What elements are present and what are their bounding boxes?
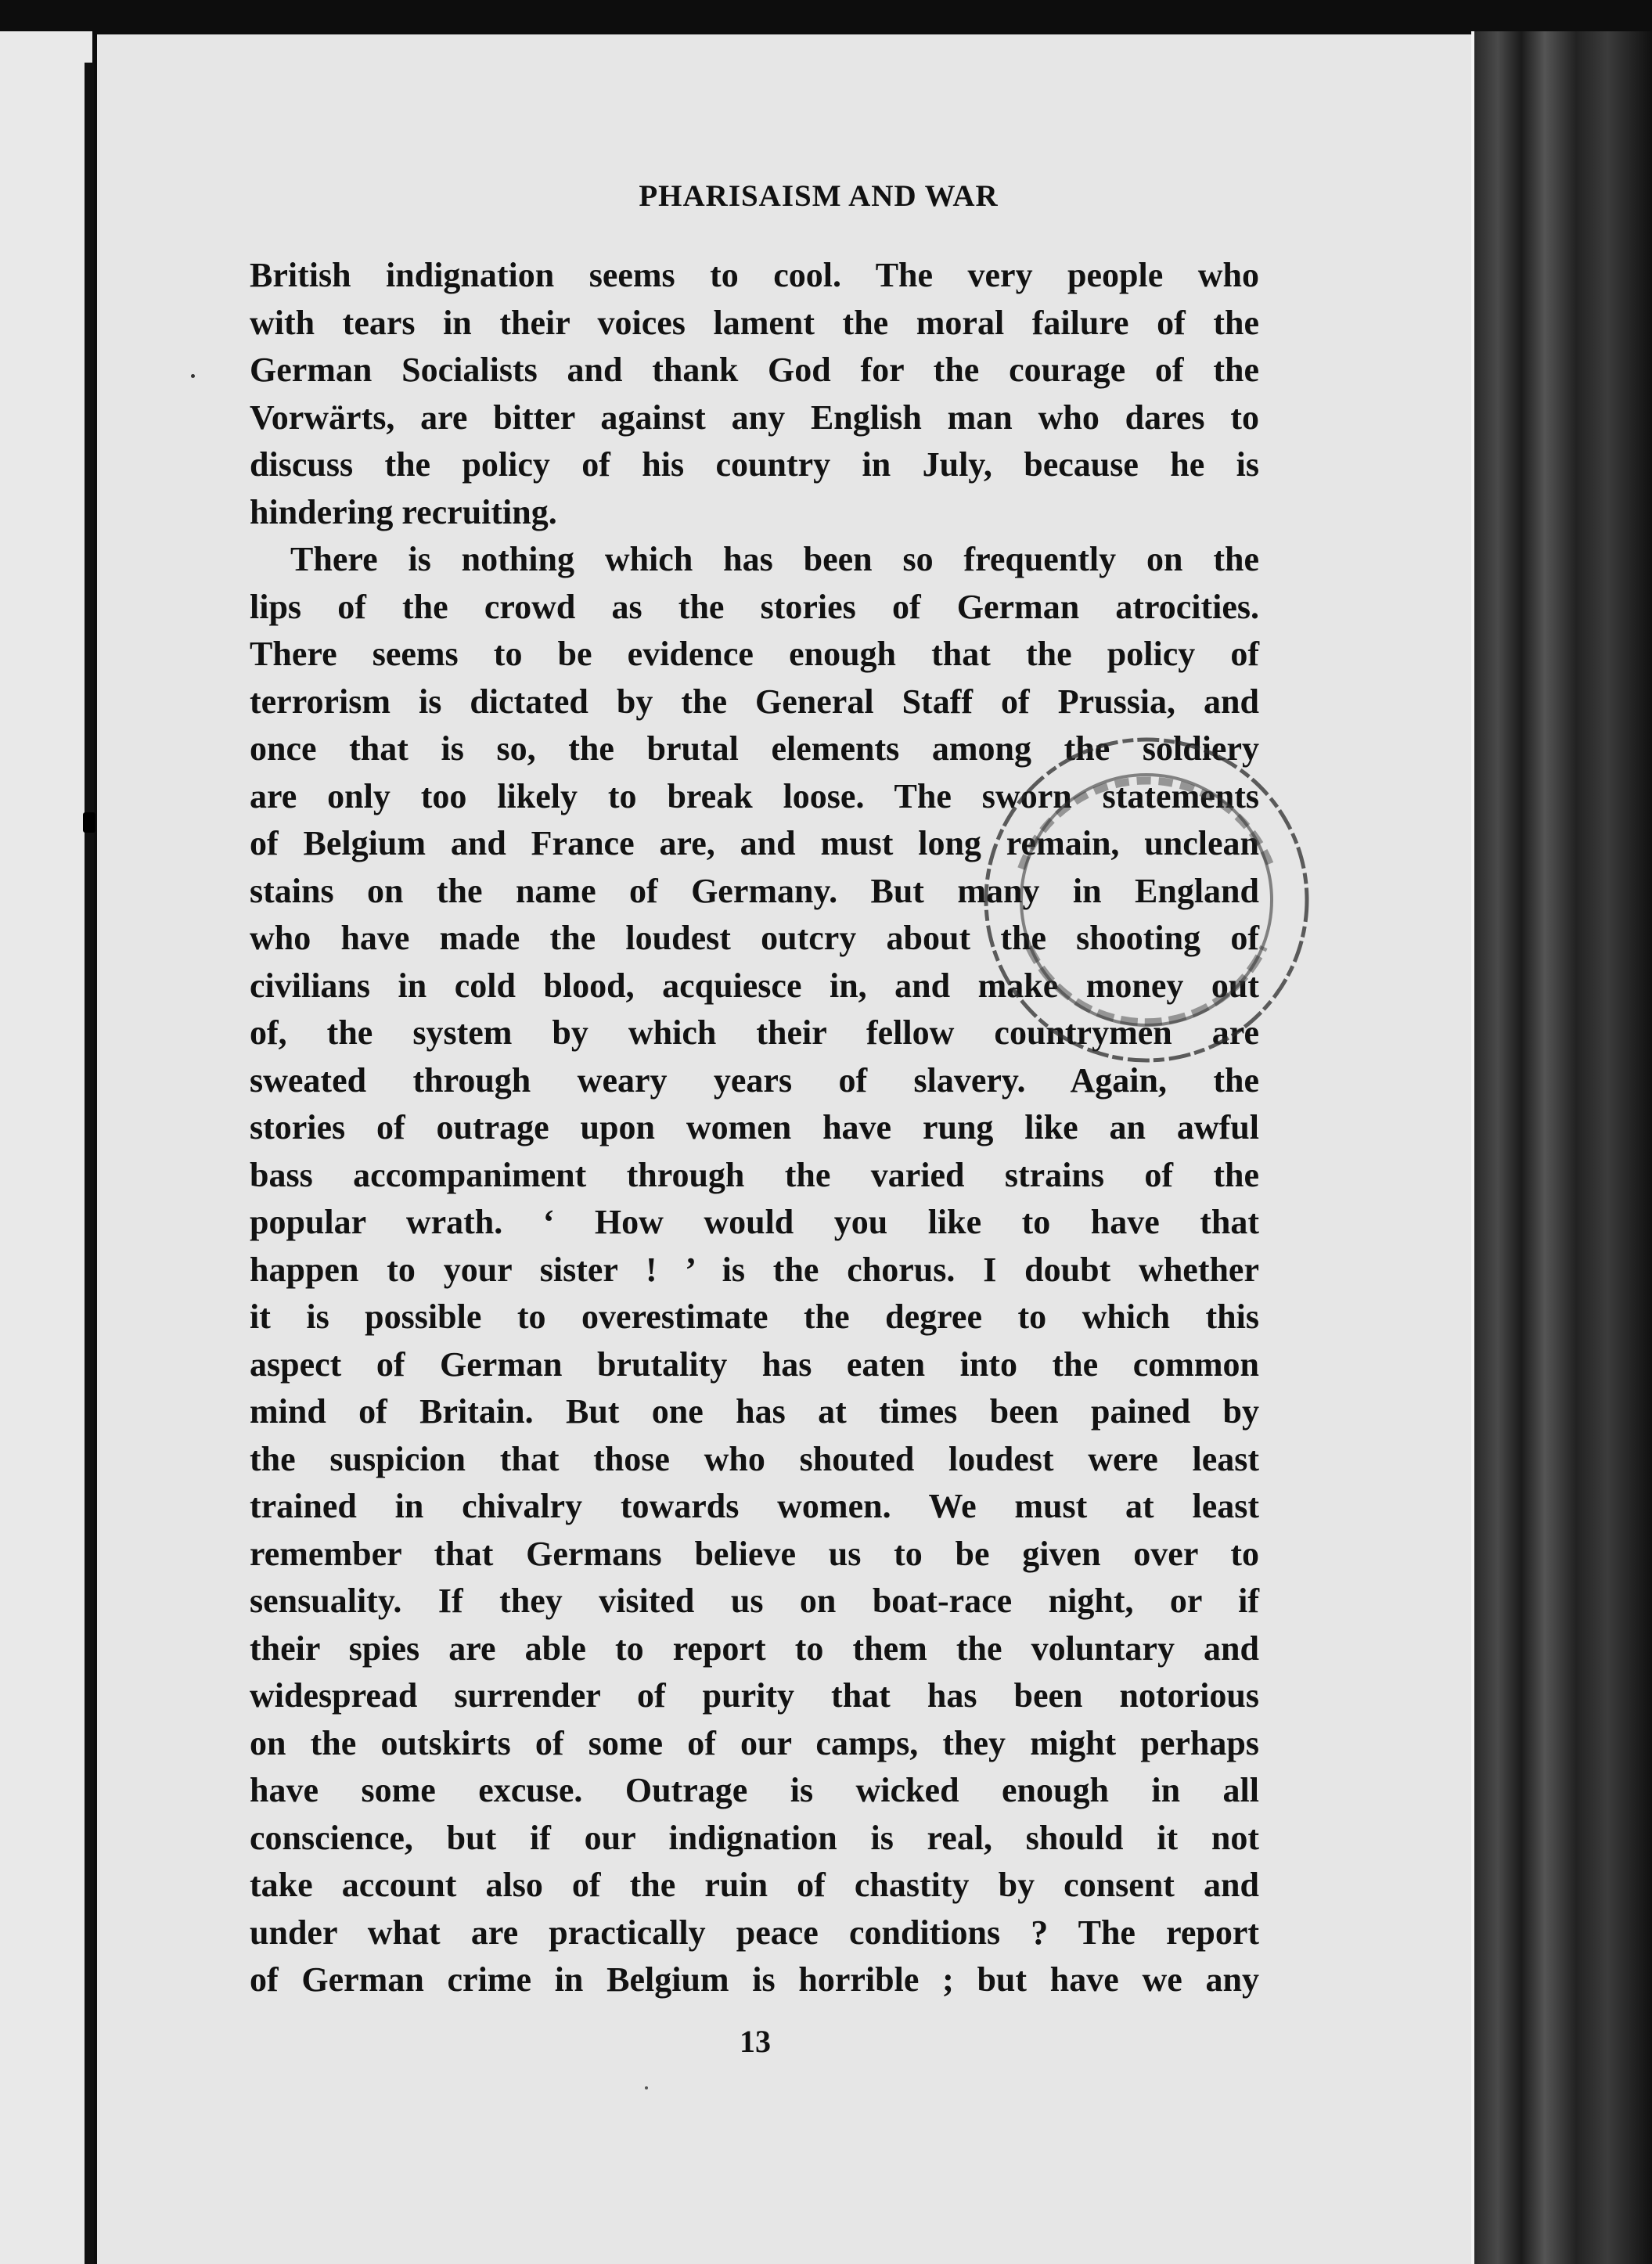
- text-line: are only too likely to break loose. The sworn statements: [250, 776, 1259, 815]
- text-line: it is possible to overestimate the degree to which this: [250, 1298, 1259, 1336]
- facing-page-margin: [0, 31, 92, 2264]
- text-line: their spies are able to report to them the voluntary and: [250, 1629, 1259, 1668]
- text-line: hindering recruiting.: [250, 492, 557, 531]
- text-line: take account also of the ruin of chastity by consent and: [250, 1866, 1259, 1904]
- text-line: of, the system by which their fellow countrymen are: [250, 1013, 1259, 1052]
- text-line: sweated through weary years of slavery. Again, the: [250, 1060, 1259, 1100]
- page-number: 13: [740, 2024, 771, 2059]
- text-line: discuss the policy of his country in July, because he is: [250, 445, 1259, 484]
- text-line: bass accompaniment through the varied strains of the: [250, 1155, 1259, 1194]
- text-line: stains on the name of Germany. But many in England: [250, 871, 1259, 910]
- text-line: of Belgium and France are, and must long remain, unclean: [250, 824, 1259, 862]
- running-head: PHARISAISM AND WAR: [639, 179, 999, 213]
- stacked-page-edges: [1474, 31, 1652, 2264]
- text-line: popular wrath. ‘ How would you like to have that: [250, 1203, 1259, 1241]
- binding-notch: [83, 812, 95, 833]
- text-line: trained in chivalry towards women. We must at least: [250, 1487, 1259, 1525]
- library-stamp: [974, 728, 1319, 1072]
- text-line: sensuality. If they visited us on boat-race night, or if: [250, 1582, 1259, 1620]
- text-line: on the outskirts of some of our camps, they might perhaps: [250, 1723, 1259, 1762]
- text-line: with tears in their voices lament the moral failure of the: [250, 303, 1259, 342]
- text-line: There is nothing which has been so frequently on the: [290, 540, 1259, 578]
- binding-gutter-line: [85, 63, 94, 2264]
- text-line: conscience, but if our indignation is real, should it not: [250, 1818, 1259, 1857]
- text-line: the suspicion that those who shouted loudest were least: [250, 1439, 1259, 1478]
- text-line: terrorism is dictated by the General Staff of Prussia, and: [250, 682, 1259, 721]
- text-line: happen to your sister ! ’ is the chorus. I doubt whether: [250, 1250, 1259, 1289]
- text-line: widespread surrender of purity that has been notorious: [250, 1676, 1259, 1715]
- text-line: of German crime in Belgium is horrible ; but have we any: [250, 1960, 1259, 1999]
- text-line: British indignation seems to cool. The very people who: [250, 256, 1259, 294]
- text-line: Vorwärts, are bitter against any English man who dares to: [250, 398, 1259, 437]
- text-line: who have made the loudest outcry about the shooting of: [250, 919, 1259, 957]
- text-line: lips of the crowd as the stories of German atrocities.: [250, 587, 1259, 626]
- text-line: have some excuse. Outrage is wicked enough in all: [250, 1771, 1259, 1809]
- text-line: civilians in cold blood, acquiesce in, and make money out: [250, 966, 1259, 1005]
- text-line: once that is so, the brutal elements among the soldiery: [250, 729, 1259, 768]
- text-line: aspect of German brutality has eaten into the common: [250, 1344, 1259, 1384]
- text-line: remember that Germans believe us to be given over to: [250, 1534, 1259, 1573]
- text-line: under what are practically peace conditions ? The report: [250, 1913, 1259, 1952]
- text-line: stories of outrage upon women have rung like an awful: [250, 1108, 1259, 1146]
- margin-speck: [191, 374, 195, 378]
- text-line: mind of Britain. But one has at times been pained by: [250, 1392, 1259, 1431]
- margin-speck: [645, 2086, 648, 2089]
- text-line: German Socialists and thank God for the courage of the: [250, 351, 1259, 389]
- body-text: [250, 252, 1259, 2004]
- text-line: There seems to be evidence enough that the policy of: [250, 635, 1259, 673]
